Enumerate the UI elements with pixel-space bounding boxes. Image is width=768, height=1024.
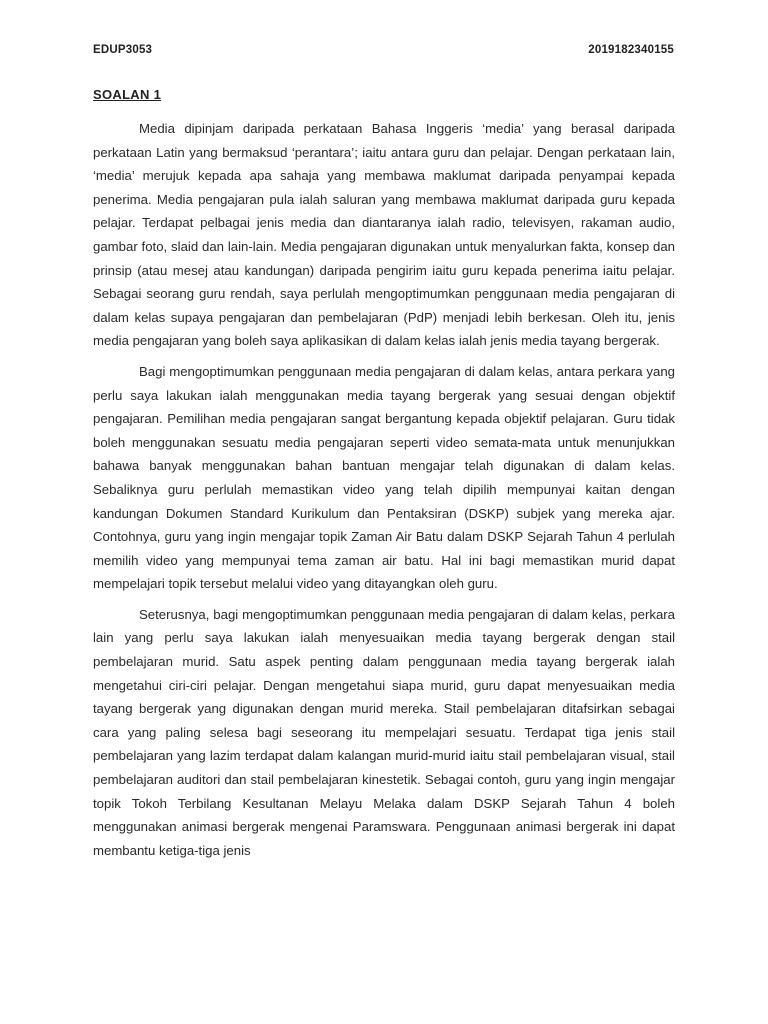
document-body — [93, 117, 675, 869]
section-title: SOALAN 1 — [93, 87, 162, 102]
student-id: 2019182340155 — [588, 44, 674, 56]
paragraph: Seterusnya, bagi mengoptimumkan penggunaan media pengajaran di dalam kelas, perkara lain yang perlu saya lakukan ialah menyesuaikan media tayang bergerak dengan stail pembelajaran murid. Satu aspek penting dalam penggunaan media tayang bergerak ialah mengetahui ciri-ciri pelajar. Dengan mengetahui siapa murid, guru dapat menyesuaikan media tayang bergerak yang digunakan dengan murid mereka. Stail pembelajaran ditafsirkan sebagai cara yang paling selesa bagi seseorang itu mempelajari sesuatu. Terdapat tiga jenis stail pembelajaran yang lazim terdapat dalam kalangan murid-murid iaitu stail pembelajaran visual, stail pembelajaran auditori dan stail pembelajaran kinestetik. Sebagai contoh, guru yang ingin mengajar topik Tokoh Terbilang Kesultanan Melayu Melaka dalam DSKP Sejarah Tahun 4 boleh menggunakan animasi bergerak mengenai Paramswara. Penggunaan animasi bergerak ini dapat membantu ketiga-tiga jenis — [93, 606, 675, 858]
course-code: EDUP3053 — [93, 44, 153, 56]
paragraph: Media dipinjam daripada perkataan Bahasa Inggeris ‘media’ yang berasal daripada perkataan Latin yang bermaksud ‘perantara’; iaitu antara guru dan pelajar. Dengan perkataan lain, ‘media’ merujuk kepada apa sahaja yang membawa maklumat daripada penyampai kepada penerima. Media pengajaran pula ialah saluran yang membawa maklumat daripada guru kepada pelajar. Terdapat pelbagai jenis media dan diantaranya ialah radio, televisyen, rakaman audio, gambar foto, slaid dan lain-lain. Media pengajaran digunakan untuk menyalurkan fakta, konsep dan prinsip (atau mesej atau kandungan) daripada pengirim iaitu guru kepada penerima iaitu pelajar. Sebagai seorang guru rendah, saya perlulah mengoptimumkan penggunaan media pengajaran di dalam kelas supaya pengajaran dan pembelajaran (PdP) menjadi lebih berkesan. Oleh itu, jenis media pengajaran yang boleh saya aplikasikan di dalam kelas ialah jenis media tayang bergerak. — [93, 121, 675, 349]
paragraph: Bagi mengoptimumkan penggunaan media pengajaran di dalam kelas, antara perkara yang perlu saya lakukan ialah menggunakan media tayang bergerak yang sesuai dengan objektif pengajaran. Pemilihan media pengajaran sangat bergantung kepada objektif pelajaran. Guru tidak boleh menggunakan sesuatu media pengajaran seperti video semata-mata untuk menunjukkan bahawa banyak menggunakan bahan bantuan mengajar telah digunakan di dalam kelas. Sebaliknya guru perlulah memastikan video yang telah dipilih mempunyai kaitan dengan kandungan Dokumen Standard Kurikulum dan Pentaksiran (DSKP) subjek yang mereka ajar. Contohnya, guru yang ingin mengajar topik Zaman Air Batu dalam DSKP Sejarah Tahun 4 perlulah memilih video yang mempunyai tema zaman air batu. Hal ini bagi memastikan murid dapat mempelajari topik tersebut melalui video yang ditayangkan oleh guru. — [93, 363, 675, 592]
